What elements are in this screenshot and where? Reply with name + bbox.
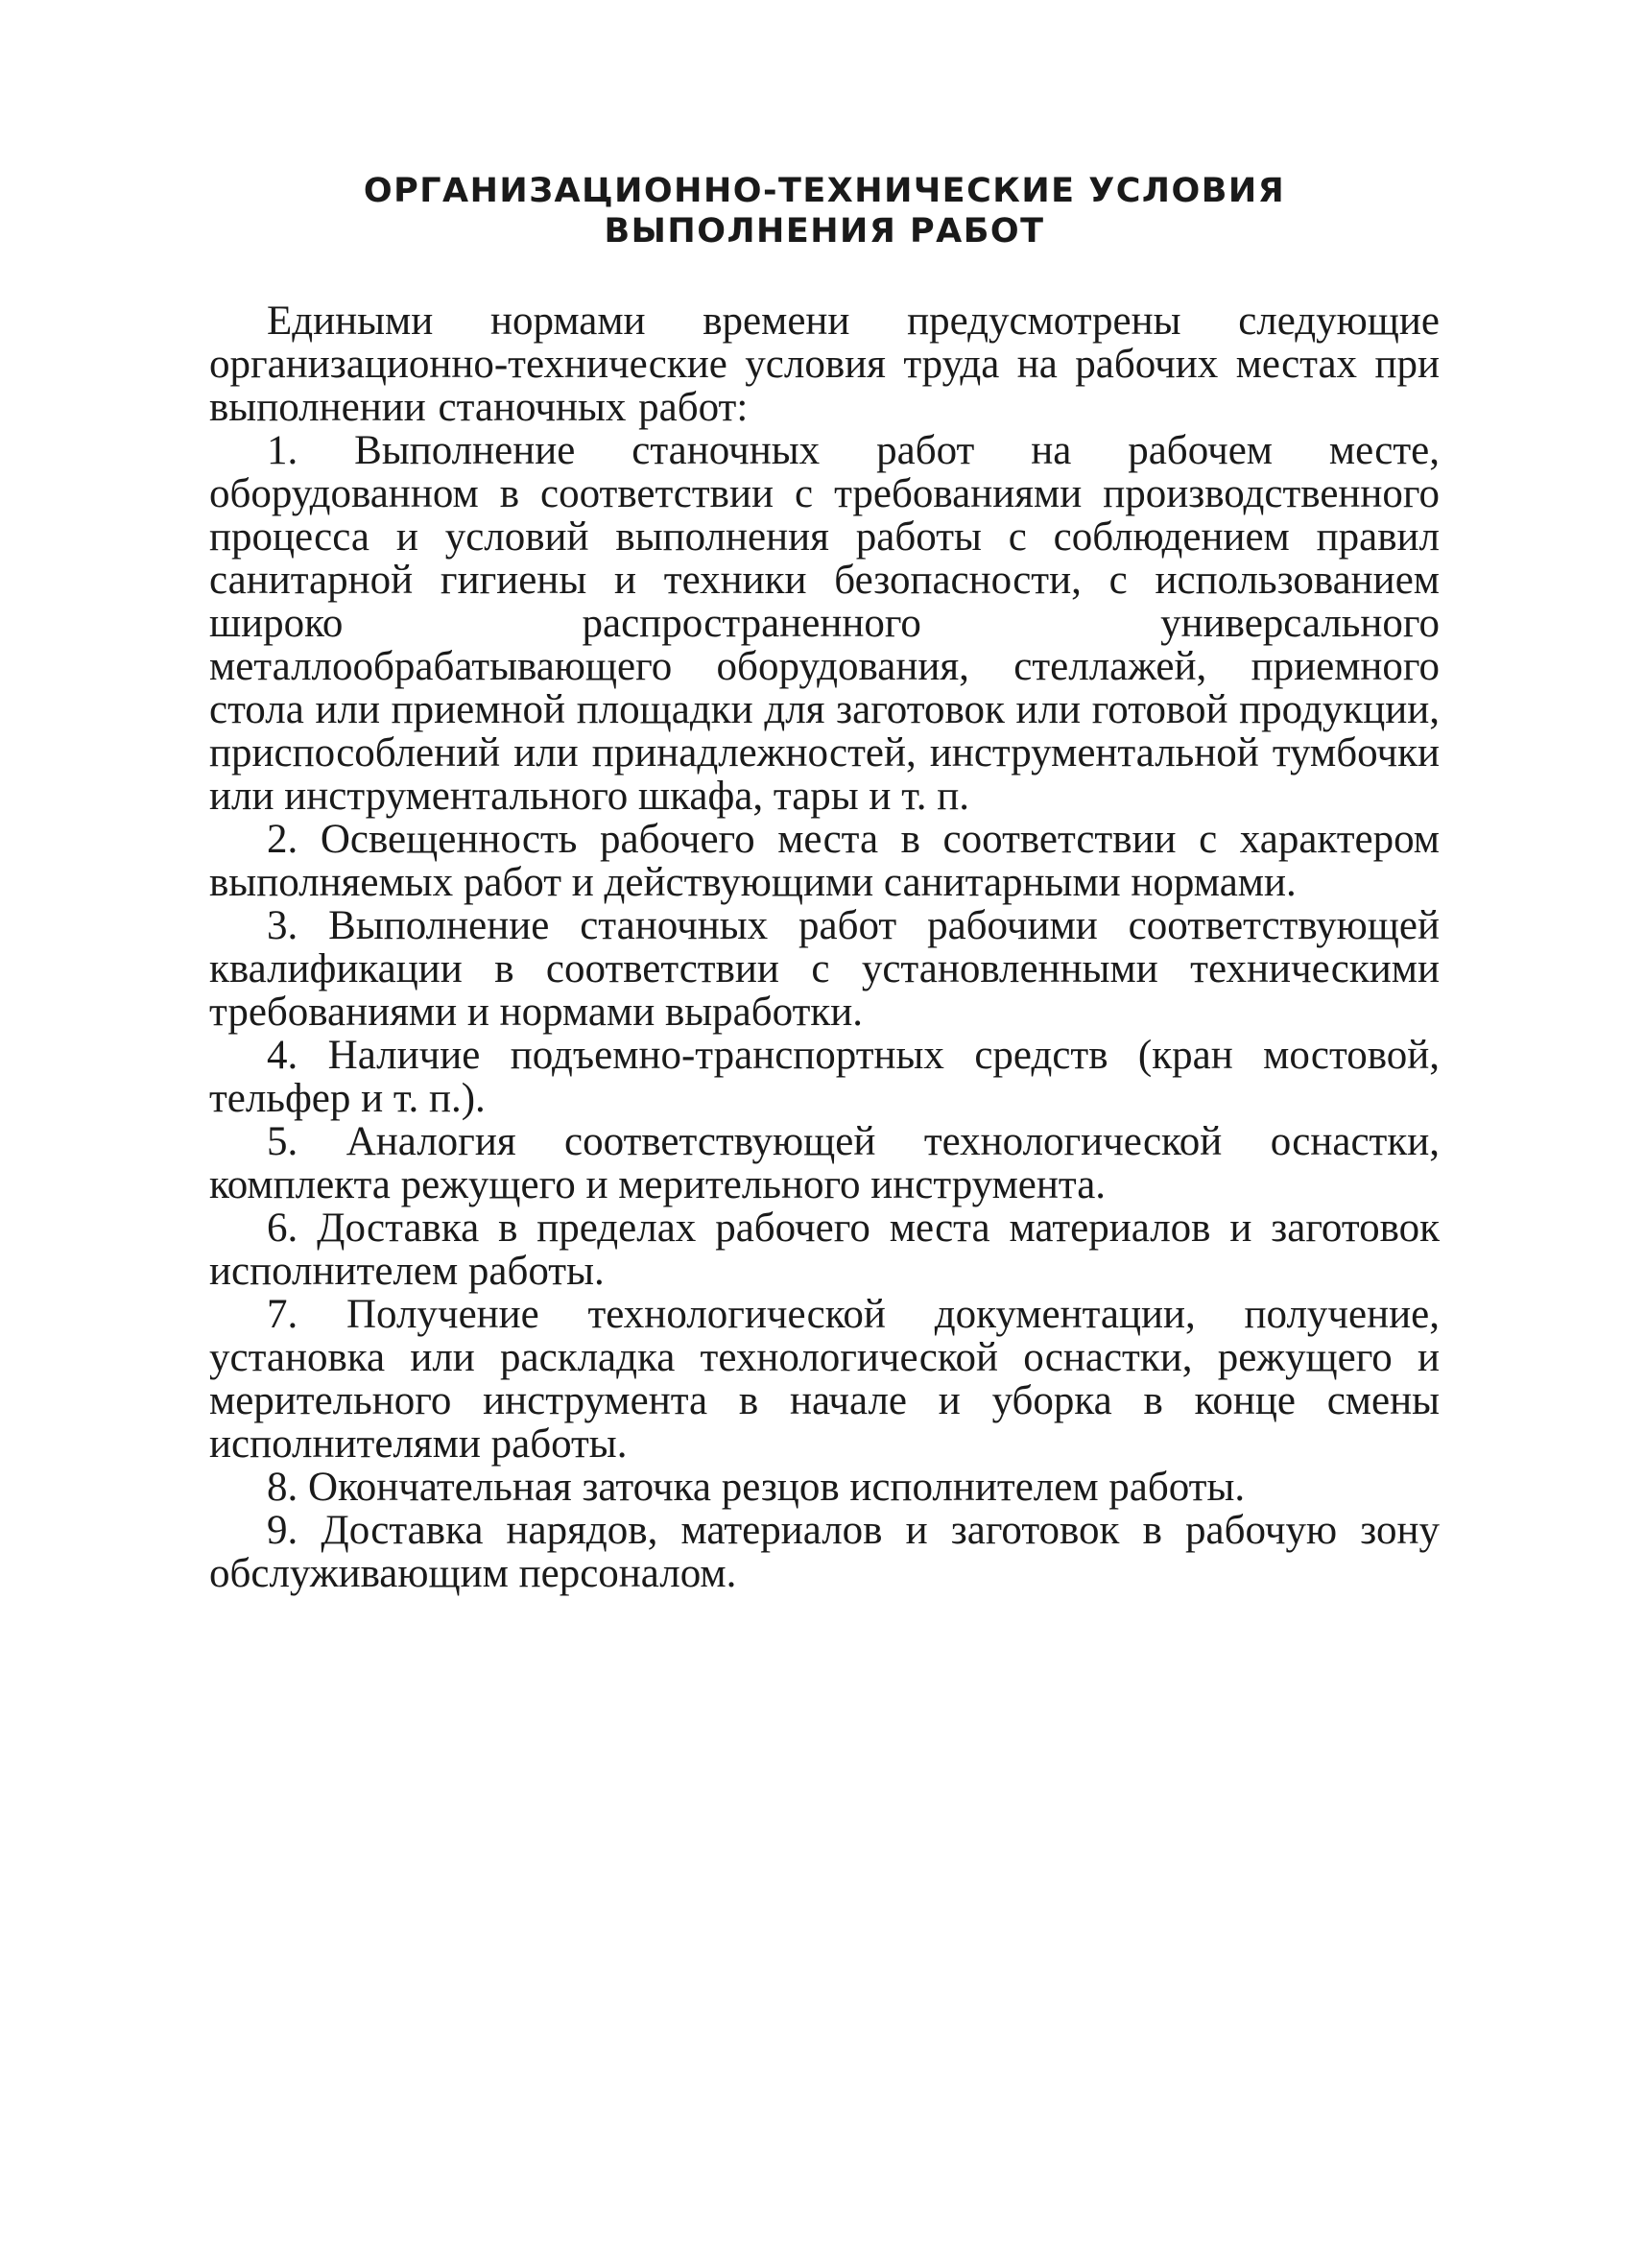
list-item-8: 8. Окончательная заточка резцов исполнителем работы. — [267, 1465, 1246, 1510]
title-line-2: ВЫПОЛНЕНИЯ РАБОТ — [604, 212, 1045, 251]
list-item-3: 3. Выполнение станочных работ рабочими соответствующей квалификации в соответствии с установленными техническими требованиями и нормами выработки. — [209, 903, 1440, 1035]
list-item-1: 1. Выполнение станочных работ на рабочем месте, оборудованном в соответствии с требованиями производственного процесса и условий выполнения работы с соблюдением правил санитарной гигиены и техники безопасности, с использованием широко распространенного универсального металлообрабатывающего оборудования, стеллажей, приемного стола или приемной площадки для заготовок или готовой продукции, приспособлений или принадлежностей, инструментальной тумбочки или инструментального шкафа, тары и т. п. — [209, 428, 1440, 819]
page-title — [209, 171, 1440, 251]
list-item-9: 9. Доставка нарядов, материалов и заготовок в рабочую зону обслуживающим персоналом. — [209, 1508, 1440, 1596]
title-line-1: ОРГАНИЗАЦИОННО-ТЕХНИЧЕСКИЕ УСЛОВИЯ — [363, 172, 1286, 210]
list-item-7: 7. Получение технологической документации, получение, установка или раскладка технологической оснастки, режущего и мерительного инструмента в начале и уборка в конце смены исполнителями работы. — [209, 1292, 1440, 1467]
document-page — [209, 171, 1440, 1595]
list-item-4: 4. Наличие подъемно-транспортных средств (кран мостовой, тельфер и т. п.). — [209, 1033, 1440, 1121]
list-item-2: 2. Освещенность рабочего места в соответствии с характером выполняемых работ и действующими санитарными нормами. — [209, 817, 1440, 905]
list-item-5: 5. Аналогия соответствующей технологической оснастки, комплекта режущего и мерительного инструмента. — [209, 1119, 1440, 1207]
intro-paragraph: Едиными нормами времени предусмотрены следующие организационно-технические условия труда на рабочих местах при выполнении станочных работ: — [209, 298, 1440, 430]
list-item-6: 6. Доставка в пределах рабочего места материалов и заготовок исполнителем работы. — [209, 1206, 1440, 1294]
